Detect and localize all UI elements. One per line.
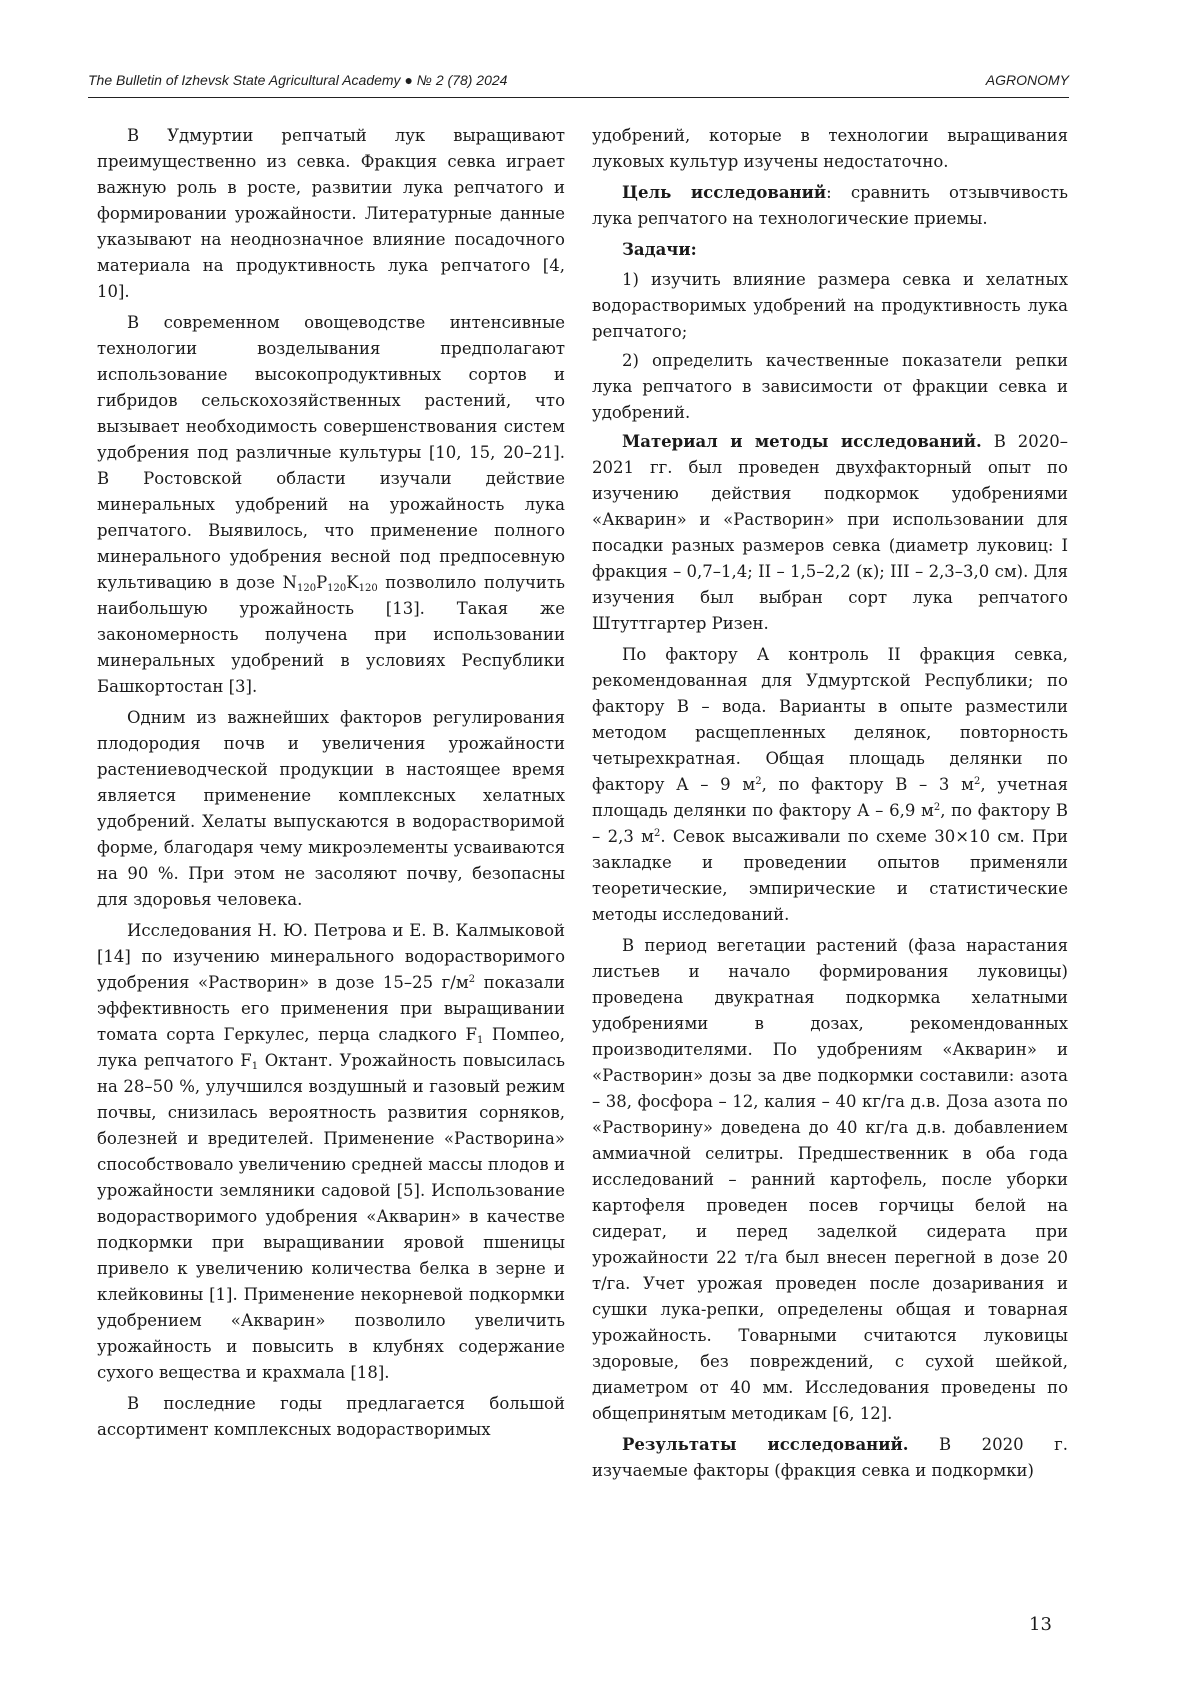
paragraph: В Удмуртии репчатый лук выращивают преимущественно из севка. Фракция севка играет важную роль в росте, развитии лука репчатого и формировании урожайности. Литературные данные указывают на неоднозначное влияние посадочного материала на продуктивность лука репчатого [4, 10]. xyxy=(97,126,565,301)
task-item: 1) изучить влияние размера севка и хелатных водорастворимых удобрений на продуктивность лука репчатого; xyxy=(592,270,1068,341)
right-column xyxy=(592,123,1068,1489)
goal-paragraph: Цель исследований: сравнить отзывчивость лука репчатого на технологические приемы. xyxy=(592,183,1068,228)
paragraph: удобрений, которые в технологии выращивания луковых культур изучены недостаточно. xyxy=(592,126,1068,171)
task-item: 2) определить качественные показатели репки лука репчатого в зависимости от фракции севка и удобрений. xyxy=(592,351,1068,422)
methods-label: Материал и методы исследований. xyxy=(622,432,982,451)
journal-title: The Bulletin of Izhevsk State Agricultural Academy ● № 2 (78) 2024 xyxy=(88,72,508,88)
paragraph: Исследования Н. Ю. Петрова и Е. В. Калмыковой [14] по изучению минерального водорастворимого удобрения «Растворин» в дозе 15–25 $г/м^2$ показали эффективность его применения при выращивании томата сорта Геркулес, перца сладкого $F_1$ Помпео, лука репчатого $F_1$ Октант. Урожайность повысилась на 28–50 %, улучшился воздушный и газовый режим почвы, снизилась вероятность развития сорняков, болезней и вредителей. Применение «Растворина» способствовало увеличению средней массы плодов и урожайности земляники садовой [5]. Использование водорастворимого удобрения «Акварин» в качестве подкормки при выращивании яровой пшеницы привело к увеличению количества белка в зерне и клейковины [1]. Применение некорневой подкормки удобрением «Акварин» позволило увеличить урожайность и повысить в клубнях содержание сухого вещества и крахмала [18]. xyxy=(97,921,565,1382)
paragraph: Одним из важнейших факторов регулирования плодородия почв и увеличения урожайности растениеводческой продукции в настоящее время является применение комплексных хелатных удобрений. Хелаты выпускаются в водорастворимой форме, благодаря чему микроэлементы усваиваются на 90 %. При этом не засоляют почву, безопасны для здоровья человека. xyxy=(97,708,565,909)
header-rule xyxy=(88,97,1069,98)
page-number: 13 xyxy=(1029,1614,1052,1635)
section-name: AGRONOMY xyxy=(985,72,1069,88)
paragraph: По фактору А контроль II фракция севка, рекомендованная для Удмуртской Республики; по фактору В – вода. Варианты в опыте разместили методом расщепленных делянок, повторность четырехкратная. Общая площадь делянки по фактору А – 9 $м^2$, по фактору В – 3 $м^2$, учетная площадь делянки по фактору А – 6,9 $м^2$, по фактору В – 2,3 $м^2$. Севок высаживали по схеме 30×10 см. При закладке и проведении опытов применяли теоретические, эмпирические и статистические методы исследований. xyxy=(592,645,1069,924)
left-column xyxy=(97,123,565,1448)
methods-paragraph: Материал и методы исследований. В 2020–2021 гг. был проведен двухфакторный опыт по изучению действия подкормок удобрениями «Акварин» и «Растворин» при использовании для посадки разных размеров севка (диаметр луковиц: I фракция – 0,7–1,4; II – 1,5–2,2 (к); III – 2,3–3,0 см). Для изучения был выбран сорт лука репчатого Штуттгартер Ризен. xyxy=(592,432,1069,633)
paragraph: В современном овощеводстве интенсивные технологии возделывания предполагают использование высокопродуктивных сортов и гибридов сельскохозяйственных растений, что вызывает необходимость совершенствования систем удобрения под различные культуры [10, 15, 20–21]. В Ростовской области изучали действие минеральных удобрений на урожайность лука репчатого. Выявилось, что применение полного минерального удобрения весной под предпосевную культивацию в дозе $N_{120}P_{120}K_{120}$ позволило получить наибольшую урожайность [13]. Такая же закономерность получена при использовании минеральных удобрений в условиях Республики Башкортостан [3]. xyxy=(97,313,565,696)
paragraph: В последние годы предлагается большой ассортимент комплексных водорастворимых xyxy=(97,1394,565,1439)
goal-label: Цель исследований xyxy=(622,183,827,202)
results-label: Результаты исследований. xyxy=(622,1435,909,1454)
tasks-heading: Задачи: xyxy=(622,240,697,259)
paragraph: В период вегетации растений (фаза нарастания листьев и начало формирования луковицы) проведена двукратная подкормка хелатными удобрениями в дозах, рекомендованных производителями. По удобрениям «Акварин» и «Растворин» дозы за две подкормки составили: азота – 38, фосфора – 12, калия – 40 кг/га д.в. Доза азота по «Растворину» доведена до 40 кг/га д.в. добавлением аммиачной селитры. Предшественник в оба года исследований – ранний картофель, после уборки картофеля проведен посев горчицы белой на сидерат, и перед заделкой сидерата при урожайности 22 т/га был внесен перегной в дозе 20 т/га. Учет урожая проведен после дозаривания и сушки лука-репки, определены общая и товарная урожайность. Товарными считаются луковицы здоровые, без повреждений, с сухой шейкой, диаметром от 40 мм. Исследования проведены по общепринятым методикам [6, 12]. xyxy=(592,936,1068,1423)
results-paragraph: Результаты исследований. В 2020 г. изучаемые факторы (фракция севка и подкормки) xyxy=(592,1435,1068,1480)
